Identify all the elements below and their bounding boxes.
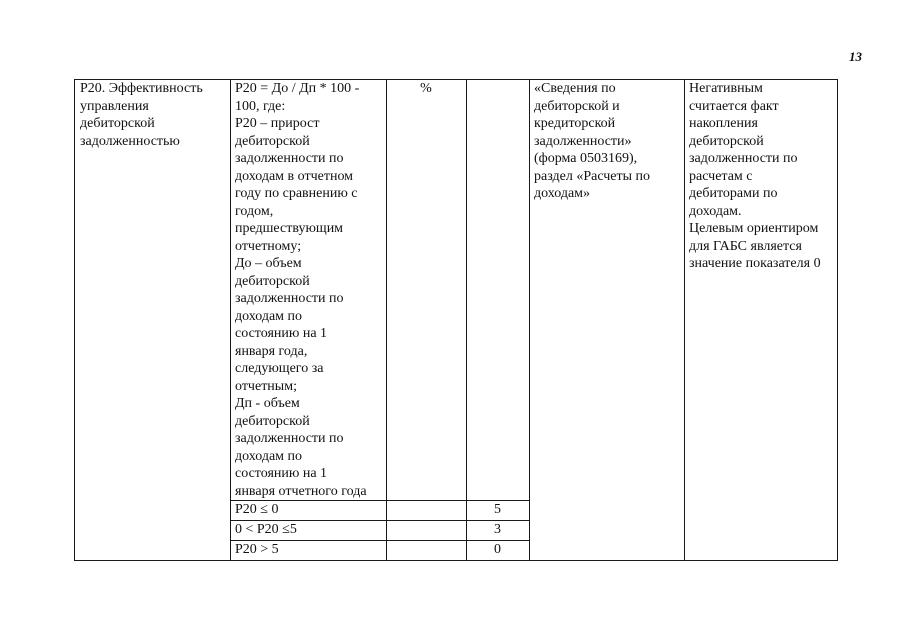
column-divider-5 [684,79,685,561]
column-divider-4 [529,79,530,561]
table-border-right [837,79,838,561]
indicator-unit: % [420,81,432,96]
indicator-formula: Р20 = До / Дп * 100 - 100, где: Р20 – прирост дебиторской задолженности по доходам в отчетном году по сравнению с годом, предшествующим отчетному; До – объем дебиторской задолженности по доходам по состоянию на 1 января года, следующего за отчетным; Дп - объем дебиторской задолженности по доходам по состоянию на 1 января отчетного года [235,81,367,499]
table-border-left [74,79,75,561]
score-value: 3 [494,522,501,537]
indicator-source: «Сведения по дебиторской и кредиторской задолженности» (форма 0503169), раздел «Расчеты по доходам» [534,81,651,201]
score-condition: Р20 ≤ 0 [235,502,279,517]
column-divider-3 [466,79,467,561]
indicator-name: Р20. Эффективность управления дебиторской задолженностью [80,81,203,149]
score-value: 5 [494,502,501,517]
score-condition: Р20 > 5 [235,542,279,557]
indicator-note: Негативным считается факт накопления дебиторской задолженности по расчетам с дебиторами по доходам. Целевым ориентиром для ГАБС является значение показателя 0 [689,81,821,271]
score-condition: 0 < Р20 ≤5 [235,522,297,537]
column-divider-1 [230,79,231,561]
score-value: 0 [494,542,501,557]
column-divider-2 [386,79,387,561]
page-number: 13 [849,49,862,64]
table-border-bottom [74,560,838,561]
